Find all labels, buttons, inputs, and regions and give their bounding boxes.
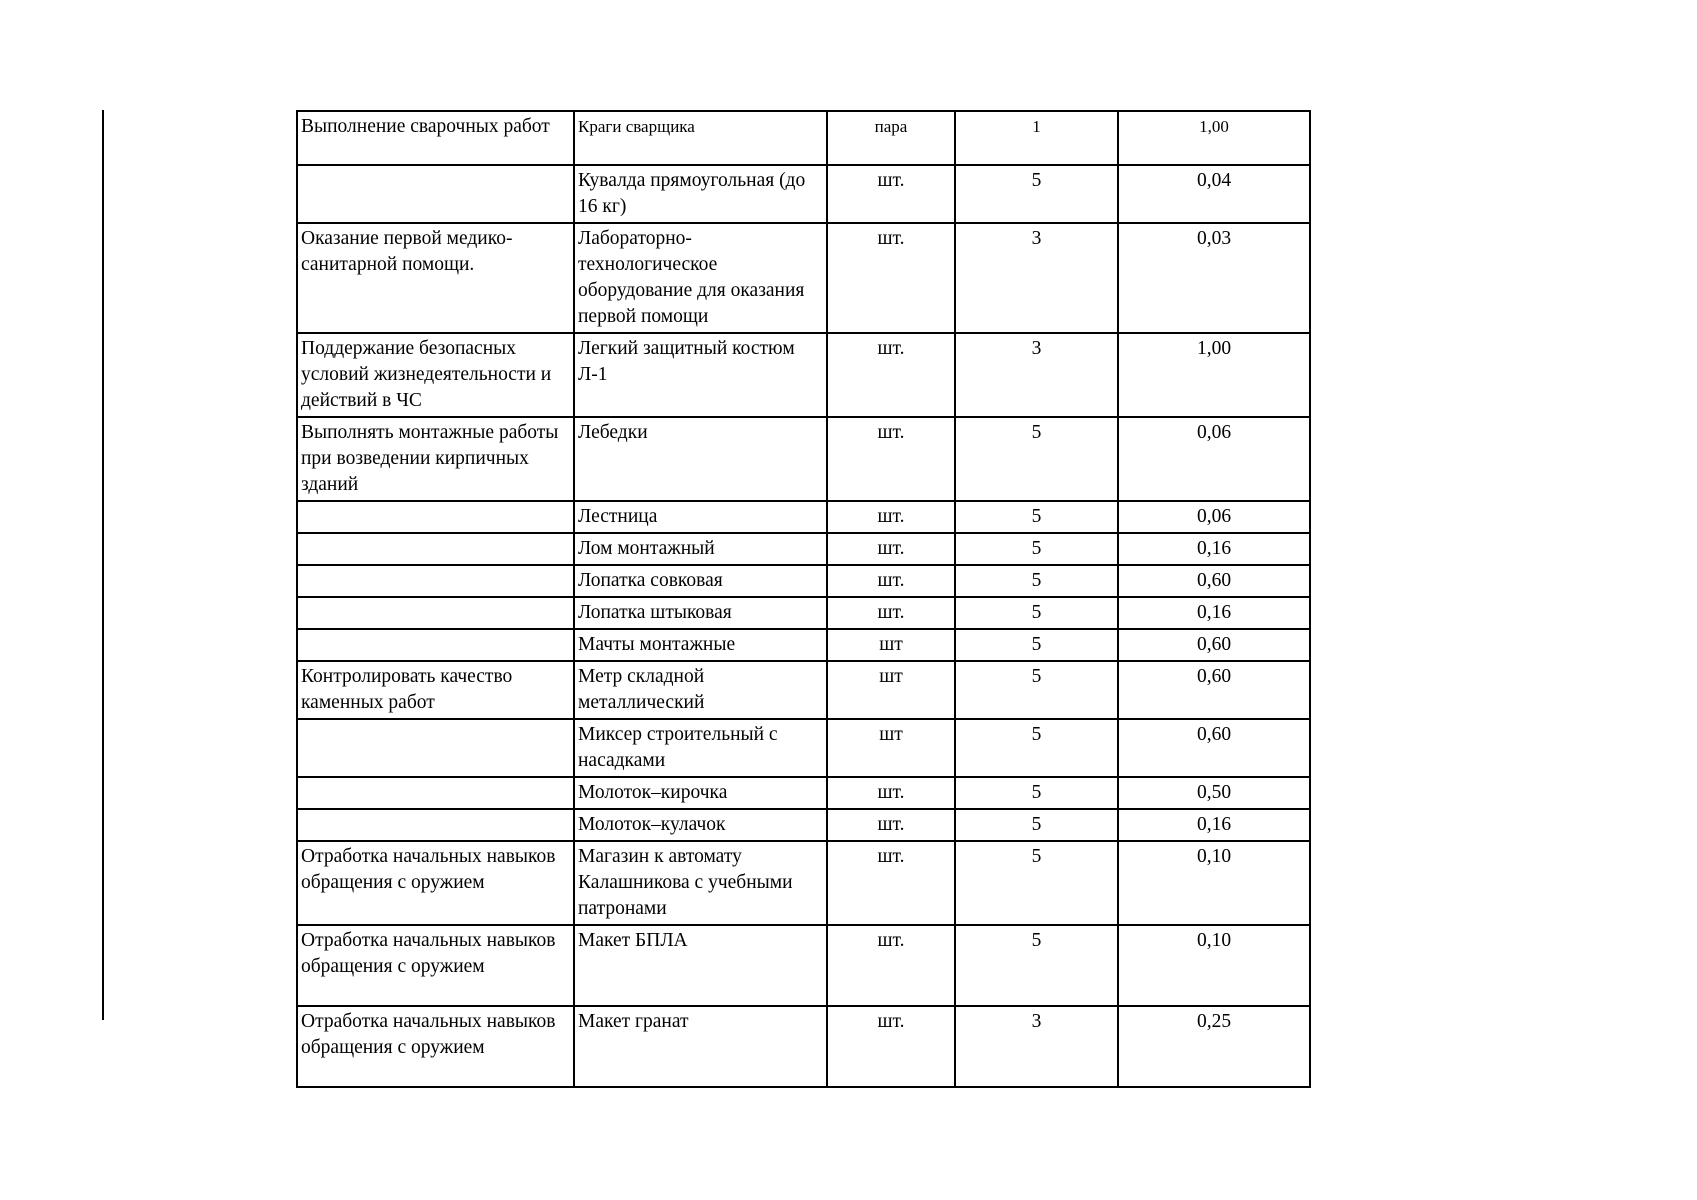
item-cell: Лебедки xyxy=(574,417,827,501)
activity-cell: Поддержание безопасных условий жизнедеятельности и действий в ЧС xyxy=(297,333,574,417)
unit-cell: шт xyxy=(827,629,955,661)
item-cell: Молоток–кулачок xyxy=(574,809,827,841)
table-row xyxy=(297,809,1310,841)
unit-cell: шт. xyxy=(827,925,955,1006)
item-cell: Метр складной металлический xyxy=(574,661,827,719)
coefficient-cell: 0,60 xyxy=(1118,629,1310,661)
unit-cell: шт. xyxy=(827,1006,955,1087)
table-row xyxy=(297,501,1310,533)
coefficient-cell: 0,04 xyxy=(1118,165,1310,223)
unit-cell: шт. xyxy=(827,223,955,333)
item-cell: Лопатка штыковая xyxy=(574,597,827,629)
activity-cell: Контролировать качество каменных работ xyxy=(297,661,574,719)
item-cell: Кувалда прямоугольная (до 16 кг) xyxy=(574,165,827,223)
unit-cell: шт. xyxy=(827,533,955,565)
quantity-cell: 5 xyxy=(955,565,1118,597)
coefficient-cell: 0,60 xyxy=(1118,565,1310,597)
unit-cell: шт. xyxy=(827,417,955,501)
table-row xyxy=(297,841,1310,925)
quantity-cell: 5 xyxy=(955,533,1118,565)
quantity-cell: 5 xyxy=(955,841,1118,925)
activity-cell xyxy=(297,165,574,223)
activity-cell xyxy=(297,777,574,809)
item-cell: Легкий защитный костюм Л-1 xyxy=(574,333,827,417)
quantity-cell: 1 xyxy=(955,111,1118,165)
coefficient-cell: 0,06 xyxy=(1118,417,1310,501)
coefficient-cell: 1,00 xyxy=(1118,333,1310,417)
quantity-cell: 5 xyxy=(955,661,1118,719)
unit-cell: шт xyxy=(827,719,955,777)
activity-cell: Оказание первой медико-санитарной помощи. xyxy=(297,223,574,333)
activity-cell xyxy=(297,809,574,841)
table-row xyxy=(297,533,1310,565)
coefficient-cell: 0,60 xyxy=(1118,661,1310,719)
coefficient-cell: 1,00 xyxy=(1118,111,1310,165)
table-row xyxy=(297,661,1310,719)
coefficient-cell: 0,16 xyxy=(1118,809,1310,841)
quantity-cell: 5 xyxy=(955,777,1118,809)
quantity-cell: 5 xyxy=(955,925,1118,1006)
unit-cell: шт. xyxy=(827,501,955,533)
item-cell: Макет БПЛА xyxy=(574,925,827,1006)
coefficient-cell: 0,25 xyxy=(1118,1006,1310,1087)
quantity-cell: 5 xyxy=(955,809,1118,841)
coefficient-cell: 0,06 xyxy=(1118,501,1310,533)
activity-cell: Отработка начальных навыков обращения с оружием xyxy=(297,1006,574,1087)
activity-cell xyxy=(297,597,574,629)
unit-cell: пара xyxy=(827,111,955,165)
table-row xyxy=(297,165,1310,223)
unit-cell: шт. xyxy=(827,165,955,223)
table-row xyxy=(297,719,1310,777)
item-cell: Лестница xyxy=(574,501,827,533)
unit-cell: шт xyxy=(827,661,955,719)
unit-cell: шт. xyxy=(827,841,955,925)
item-cell: Лом монтажный xyxy=(574,533,827,565)
table-row xyxy=(297,417,1310,501)
table-row xyxy=(297,629,1310,661)
unit-cell: шт. xyxy=(827,809,955,841)
item-cell: Молоток–кирочка xyxy=(574,777,827,809)
table-row xyxy=(297,565,1310,597)
equipment-table xyxy=(296,110,1311,1088)
page-margin-line xyxy=(102,110,104,1020)
table-row xyxy=(297,597,1310,629)
item-cell: Миксер строительный с насадками xyxy=(574,719,827,777)
activity-cell: Отработка начальных навыков обращения с оружием xyxy=(297,841,574,925)
activity-cell xyxy=(297,719,574,777)
quantity-cell: 3 xyxy=(955,223,1118,333)
item-cell: Макет гранат xyxy=(574,1006,827,1087)
quantity-cell: 5 xyxy=(955,165,1118,223)
quantity-cell: 5 xyxy=(955,597,1118,629)
coefficient-cell: 0,16 xyxy=(1118,533,1310,565)
coefficient-cell: 0,50 xyxy=(1118,777,1310,809)
activity-cell xyxy=(297,501,574,533)
quantity-cell: 5 xyxy=(955,719,1118,777)
activity-cell: Отработка начальных навыков обращения с оружием xyxy=(297,925,574,1006)
quantity-cell: 3 xyxy=(955,1006,1118,1087)
unit-cell: шт. xyxy=(827,333,955,417)
item-cell: Лабораторно-технологическое оборудование для оказания первой помощи xyxy=(574,223,827,333)
coefficient-cell: 0,10 xyxy=(1118,841,1310,925)
unit-cell: шт. xyxy=(827,597,955,629)
quantity-cell: 5 xyxy=(955,417,1118,501)
coefficient-cell: 0,10 xyxy=(1118,925,1310,1006)
coefficient-cell: 0,16 xyxy=(1118,597,1310,629)
coefficient-cell: 0,60 xyxy=(1118,719,1310,777)
activity-cell xyxy=(297,629,574,661)
coefficient-cell: 0,03 xyxy=(1118,223,1310,333)
table-row xyxy=(297,925,1310,1006)
item-cell: Магазин к автомату Калашникова с учебными патронами xyxy=(574,841,827,925)
quantity-cell: 3 xyxy=(955,333,1118,417)
table-row xyxy=(297,1006,1310,1087)
unit-cell: шт. xyxy=(827,565,955,597)
table-row xyxy=(297,333,1310,417)
item-cell: Лопатка совковая xyxy=(574,565,827,597)
table-row xyxy=(297,223,1310,333)
activity-cell xyxy=(297,565,574,597)
item-cell: Мачты монтажные xyxy=(574,629,827,661)
quantity-cell: 5 xyxy=(955,629,1118,661)
unit-cell: шт. xyxy=(827,777,955,809)
activity-cell: Выполнять монтажные работы при возведении кирпичных зданий xyxy=(297,417,574,501)
activity-cell: Выполнение сварочных работ xyxy=(297,111,574,165)
quantity-cell: 5 xyxy=(955,501,1118,533)
table-row xyxy=(297,777,1310,809)
table-row xyxy=(297,111,1310,165)
item-cell: Краги сварщика xyxy=(574,111,827,165)
activity-cell xyxy=(297,533,574,565)
